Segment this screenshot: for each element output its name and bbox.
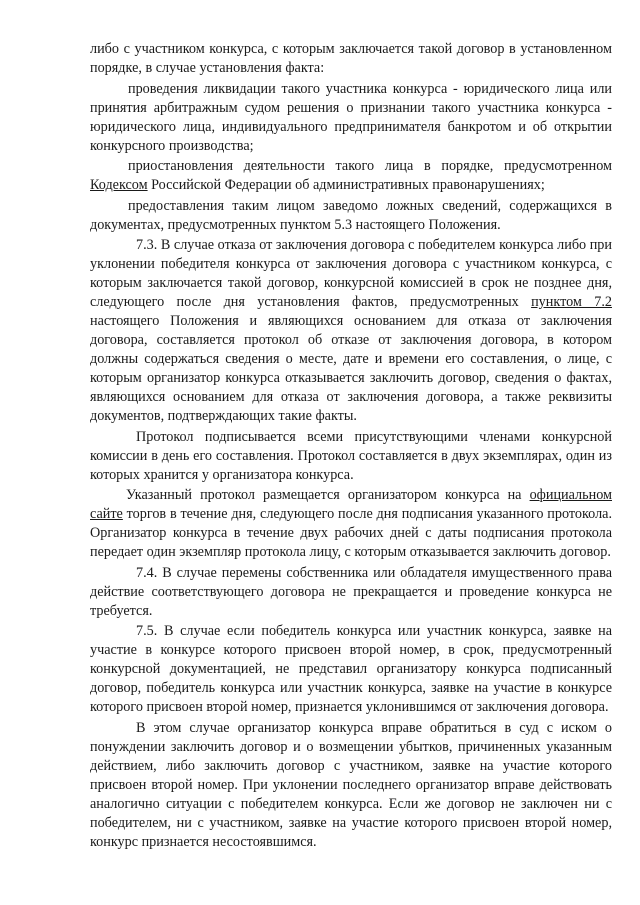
paragraph-protocol-publishing-text-a: Указанный протокол размещается организатором конкурса на [126, 487, 530, 503]
paragraph-1: либо с участником конкурса, с которым заключается такой договор в установленном порядке, в случае установления факта: [90, 41, 612, 76]
link-kodeks[interactable]: Кодексом [90, 177, 148, 193]
paragraph-protocol-publishing [90, 486, 612, 562]
paragraph-7-3-text-a: 7.3. В случае отказа от заключения договора с победителем конкурса либо при уклонении победителя конкурса от заключения договора с участником конкурса, с которым заключается такой договор, конкурсной комиссией в срок не позднее дня, следующего после дня установления фактов, предусмотренных [90, 237, 612, 310]
paragraph-protocol-publishing-text-b: торгов в течение дня, следующего после дня подписания указанного протокола. Организатор конкурса в течение двух рабочих дней с даты подписания протокола передает один экземпляр протокола лицу, с которым отказывается заключить договор. [90, 506, 612, 560]
paragraph-2: проведения ликвидации такого участника конкурса - юридического лица или принятия арбитражным судом решения о признании такого участника конкурса - юридического лица, индивидуального предпринимателя банкротом и об открытии конкурсного производства; [90, 80, 612, 154]
paragraph-7-3 [90, 236, 612, 426]
paragraph-evasion-consequences: В этом случае организатор конкурса вправе обратиться в суд с иском о понуждении заключить договор и о возмещении убытков, причиненных указанным действием, либо заключить договор с участником, заявке на участие которого присвоен второй номер. При уклонении последнего организатор вправе действовать аналогично ситуации с победителем конкурса. Если же договор не заключен ни с победителем, ни с участником, заявке на участие которого присвоен второй номер, конкурс признается несостоявшимся. [90, 719, 612, 850]
paragraph-7-4: 7.4. В случае перемены собственника или обладателя имущественного права действие соответствующего договора не прекращается и проведение конкурса не требуется. [90, 564, 612, 619]
link-punkt-7-2[interactable]: пунктом 7.2 [531, 294, 612, 310]
link-official-site[interactable]: официальном сайте [90, 487, 612, 522]
paragraph-protocol-signing: Протокол подписывается всеми присутствующими членами конкурсной комиссии в день его составления. Протокол составляется в двух экземплярах, один из которых хранится у организатора конкурса. [90, 428, 612, 483]
paragraph-3 [90, 157, 612, 195]
paragraph-7-3-text-b: настоящего Положения и являющихся основанием для отказа от заключения договора, составляется протокол об отказе от заключения договора, в котором должны содержаться сведения о месте, дате и времени его составления, о лице, с которым организатор конкурса отказывается заключить договор, сведения о фактах, являющихся основанием для отказа от заключения договора, а также реквизиты документов, подтверждающих такие факты. [90, 313, 612, 424]
paragraph-4: предоставления таким лицом заведомо ложных сведений, содержащихся в документах, предусмотренных пунктом 5.3 настоящего Положения. [90, 197, 612, 233]
paragraph-7-5: 7.5. В случае если победитель конкурса или участник конкурса, заявке на участие в конкурсе которого присвоен второй номер, в срок, предусмотренный конкурсной документацией, не представил организатору конкурса подписанный договор, победитель конкурса или участник конкурса, заявке на участие в конкурсе которого присвоен второй номер, признается уклонившимся от заключения договора. [90, 623, 612, 715]
paragraph-3-text-a: приостановления деятельности такого лица в порядке, предусмотренном [128, 158, 612, 174]
paragraph-3-text-b: Российской Федерации об административных правонарушениях; [147, 177, 545, 193]
